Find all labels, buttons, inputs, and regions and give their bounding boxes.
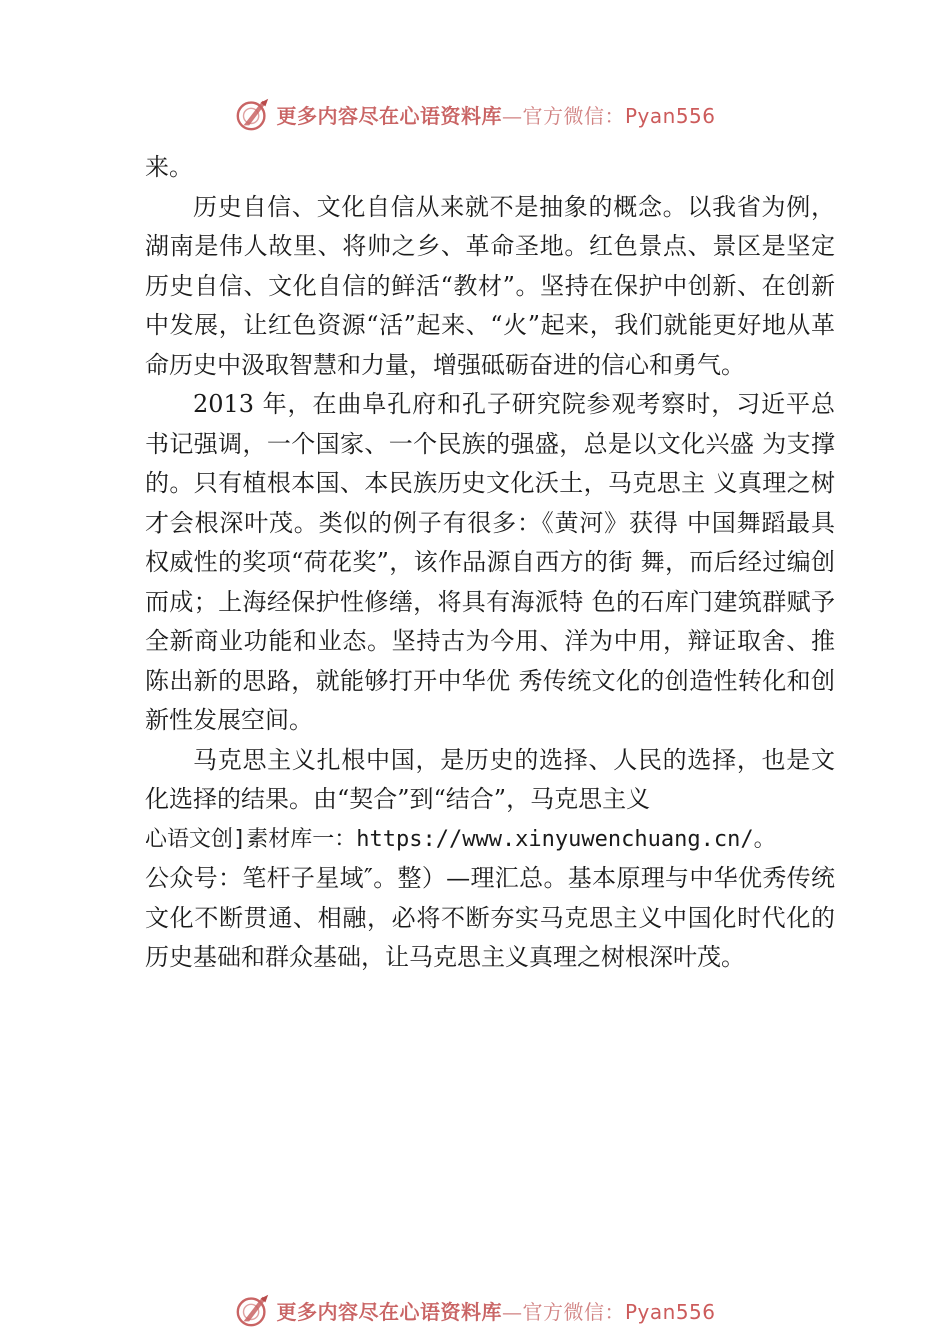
banner-title: 更多内容尽在心语资料库 (276, 1299, 502, 1324)
banner-official: 官方微信： (522, 1299, 625, 1324)
footer-banner (0, 1290, 950, 1330)
banner-wechat-id: Pyan556 (624, 103, 716, 128)
quill-logo-icon (234, 1291, 272, 1329)
banner-text (276, 1296, 715, 1325)
quill-logo-icon (234, 95, 272, 133)
banner-dash: — (501, 1299, 523, 1324)
banner-dash: — (501, 103, 523, 128)
banner-wechat-id: Pyan556 (624, 1299, 716, 1324)
banner-title: 更多内容尽在心语资料库 (276, 103, 502, 128)
paragraph-1: 历史自信、文化自信从来就不是抽象的概念。以我省为例，湖南是伟人故里、将帅之乡、革命圣地。红色景点、景区是坚定历史自信、文化自信的鲜活“教材”。坚持在保护中创新、在创新中发展，让红色资源“活”起来、“火”起来，我们就能更好地从革命历史中汲取智慧和力量，增强砥砺奋进的信心和勇气。 (145, 192, 835, 379)
paragraph-3-watermark-line: 心语文创]素材库一：https://www.xinyuwenchuang.cn/。 (145, 826, 776, 852)
paragraph-2: 2013 年，在曲阜孔府和孔子研究院参观考察时，习近平总书记强调，一个国家、一个民族的强盛，总是以文化兴盛 为支撑的。只有植根本国、本民族历史文化沃土，马克思主 义真理之树才会根深叶茂。类似的例子有很多：《黄河》获得 中国舞蹈最具权威性的奖项“荷花奖”，该作品源自西方的街 舞，而后经过编创而成；上海经保护性修缮，将具有海派特 色的石库门建筑群赋予全新商业功能和业态。坚持古为今用、洋为中用，辩证取舍、推陈出新的思路，就能够打开中华优 秀传统文化的创造性转化和创新性发展空间。 (145, 390, 835, 734)
header-banner (0, 94, 950, 134)
paragraph-3-a: 马克思主义扎根中国，是历史的选择、人民的选择，也是文化选择的结果。由“契合”到“结合”，马克思主义 (145, 745, 835, 813)
banner-text (276, 100, 715, 129)
banner-official: 官方微信： (522, 103, 625, 128)
document-body (145, 148, 835, 978)
paragraph-3-c: 公众号：笔杆子星域″。整）—理汇总。基本原理与中华优秀传统文化不断贯通、相融，必将不断夯实马克思主义中国化时代化的历史基础和群众基础，让马克思主义真理之树根深叶茂。 (145, 864, 835, 971)
paragraph-continuation: 来。 (145, 153, 193, 181)
